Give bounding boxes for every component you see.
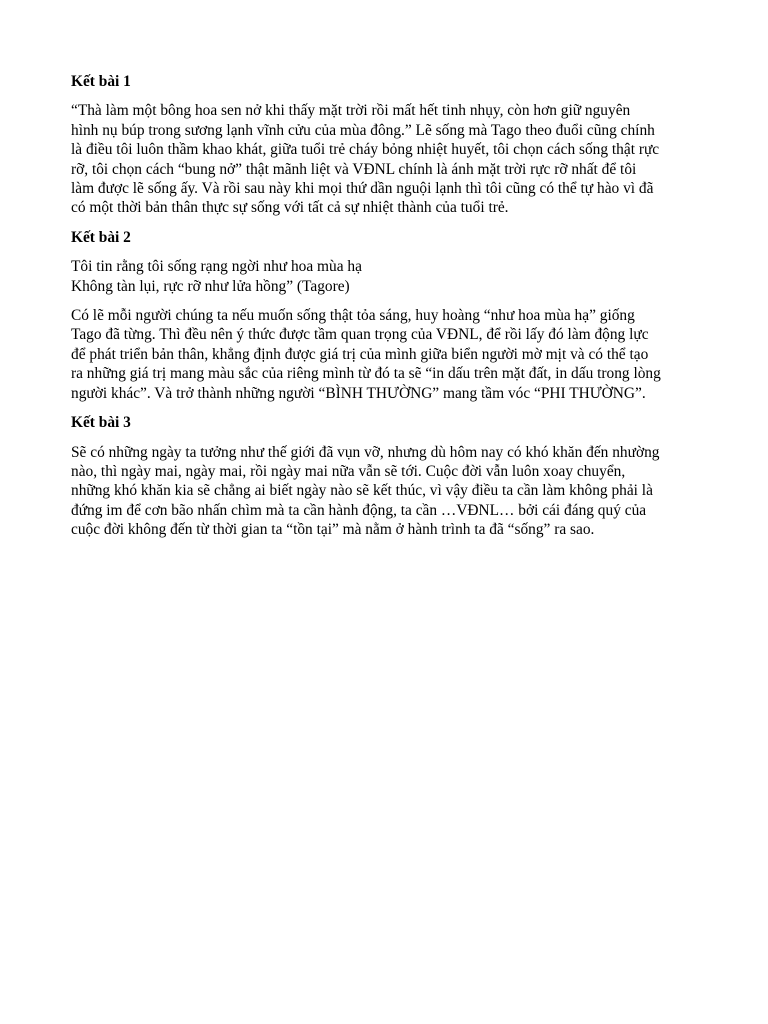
text-line: Sẽ có những ngày ta tưởng như thế giới đã vụn vỡ, nhưng dù hôm nay có khó khăn đến nhường	[71, 443, 660, 461]
section-ket-bai-1	[71, 72, 701, 228]
text-line: làm được lẽ sống ấy. Và rồi sau này khi mọi thứ dần nguội lạnh thì tôi cũng có thể tự hào vì đã	[71, 180, 654, 198]
text-line: để phát triển bản thân, khẳng định được giá trị của mình giữa biển người mờ mịt và có thể tạo	[71, 345, 649, 363]
text-line: Tôi tin rằng tôi sống rạng ngời như hoa mùa hạ	[71, 258, 362, 276]
text-line: “Thà làm một bông hoa sen nở khi thấy mặt trời rồi mất hết tinh nhụy, còn hơn giữ nguyên	[71, 102, 631, 120]
text-line: Có lẽ mỗi người chúng ta nếu muốn sống thật tỏa sáng, huy hoàng “như hoa mùa hạ” giống	[71, 307, 635, 325]
text-line: là điều tôi luôn thầm khao khát, giữa tuổi trẻ cháy bỏng nhiệt huyết, tôi chọn cách sống thật rực	[71, 141, 660, 159]
text-line: cuộc đời không đến từ thời gian ta “tồn tại” mà nằm ở hành trình ta đã “sống” ra sao.	[71, 521, 595, 539]
text-line: có một thời bản thân thực sự sống với tất cả sự nhiệt thành của tuổi trẻ.	[71, 199, 509, 217]
quote-paragraph	[71, 257, 701, 296]
paragraph	[71, 101, 701, 217]
section-heading: Kết bài 3	[71, 414, 131, 432]
document-page	[71, 72, 701, 540]
paragraph	[71, 443, 701, 540]
text-line: Không tàn lụi, rực rỡ như lửa hồng” (Tagore)	[71, 277, 350, 295]
paragraph	[71, 306, 701, 403]
section-heading: Kết bài 2	[71, 228, 131, 246]
text-line: nào, thì ngày mai, ngày mai, rồi ngày mai nữa vẫn sẽ tới. Cuộc đời vẫn luôn xoay chuyển,	[71, 462, 626, 480]
text-line: những khó khăn kia sẽ chẳng ai biết ngày nào sẽ kết thúc, vì vậy điều ta cần làm không phải là	[71, 482, 653, 500]
text-line: đứng im để cơn bão nhấn chìm mà ta cần hành động, ta cần …VĐNL… bởi cái đáng quý của	[71, 501, 647, 519]
text-line: người khác”. Và trở thành những người “BÌNH THƯỜNG” mang tầm vóc “PHI THƯỜNG”.	[71, 384, 646, 402]
text-line: hình nụ búp trong sương lạnh vĩnh cửu của mùa đông.” Lẽ sống mà Tago theo đuổi cũng chính	[71, 121, 655, 139]
section-heading: Kết bài 1	[71, 73, 131, 90]
text-line: Tago đã từng. Thì đều nên ý thức được tầm quan trọng của VĐNL, để rồi lấy đó làm động lực	[71, 326, 649, 344]
text-line: ra những giá trị mang màu sắc của riêng mình từ đó ta sẽ “in dấu trên mặt đất, in dấu trong lòng	[71, 365, 661, 383]
section-ket-bai-3	[71, 413, 701, 539]
section-ket-bai-2	[71, 228, 701, 413]
text-line: rỡ, tôi chọn cách “bung nở” thật mãnh liệt và VĐNL chính là ánh mặt trời rực rỡ nhất để tôi	[71, 160, 637, 178]
